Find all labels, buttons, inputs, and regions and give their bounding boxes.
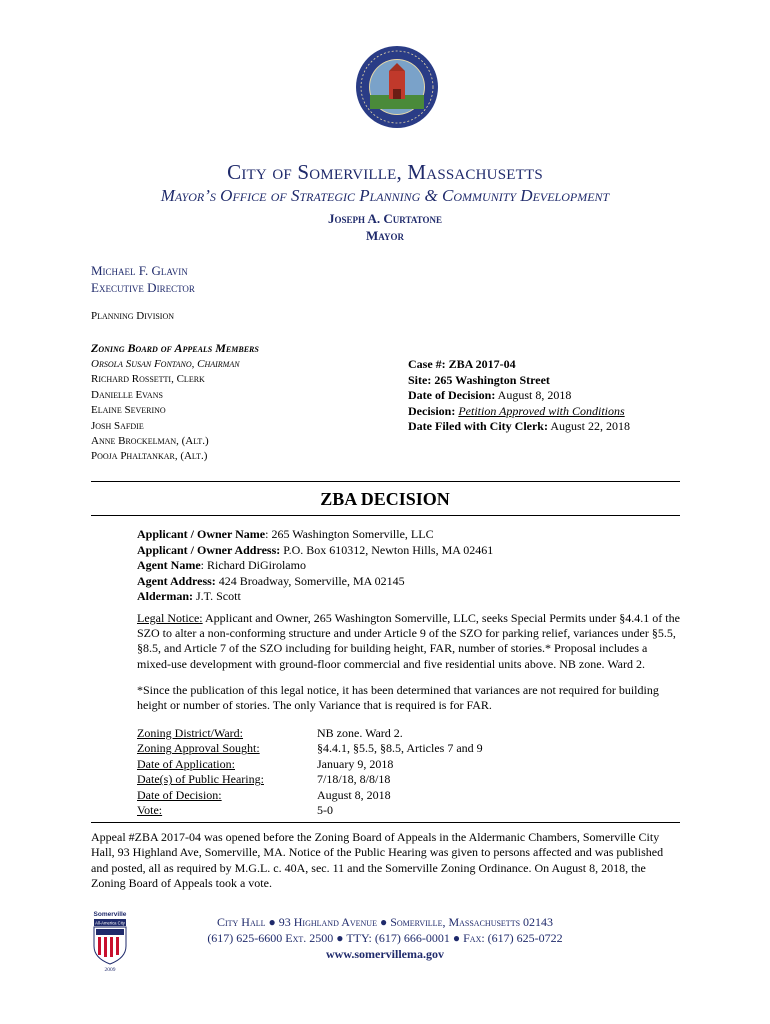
info-value: 7/18/18, 8/8/18 [317,772,391,787]
alderman-value: J.T. Scott [193,589,241,604]
case-filed-value: August 22, 2018 [550,419,630,433]
board-member: Danielle Evans [91,388,163,401]
legal-notice-label: Legal Notice: [137,611,203,625]
board-member: Orsola Susan Fontano, Chairman [91,358,240,370]
planning-division: Planning Division [91,310,175,322]
case-date-label: Date of Decision: [408,388,496,402]
board-members-list [91,357,240,465]
badge-year: 2009 [104,967,116,972]
case-decision-value: Petition Approved with Conditions [458,403,625,418]
case-filed-label: Date Filed with City Clerk: [408,419,548,433]
footer-phones: (617) 625-6600 Ext. 2500 ● TTY: (617) 666-0001 ● Fax: (617) 625-0722 [207,931,563,945]
owner-name-value: : 265 Washington Somerville, LLC [265,527,434,541]
case-date-value: August 8, 2018 [497,388,572,402]
case-number: Case #: ZBA 2017-04 [408,357,516,371]
divider [91,481,680,482]
board-member: Elaine Severino [91,404,166,417]
mayor-title: Mayor [366,228,404,243]
footnote: *Since the publication of this legal notice, it has been determined that variances are not required for building height or number of stories. The only Variance that is required is for FAR. [137,683,659,713]
legal-notice [137,611,680,672]
director-title: Executive Director [91,280,195,295]
info-label: Date(s) of Public Hearing: [137,772,264,787]
legal-notice-text: Applicant and Owner, 265 Washington Somerville, LLC, seeks Special Permits under §4.4.1 of the SZO to alter a non-conforming structure and under Article 9 of the SZO for parking relief, variances under §5.5, §8.5, and Article 7 of the SZO including for building height, FAR, number of stories.* Proposal includes a mixed-use development with ground-floor commercial and five residential units above. NB zone. Ward 2. [137,611,680,671]
owner-address-value: P.O. Box 610312, Newton Hills, MA 02461 [280,542,494,557]
footer-website-link[interactable]: www.somervillema.gov [326,947,444,961]
footer-contact [0,914,770,962]
info-labels [137,726,264,818]
divider [91,822,680,823]
board-member: Josh Safdie [91,419,144,432]
board-heading: Zoning Board of Appeals Members [91,341,259,355]
case-site: Site: 265 Washington Street [408,372,550,387]
footer-address: City Hall ● 93 Highland Avenue ● Somerville, Massachusetts 02143 [216,915,554,929]
info-value: August 8, 2018 [317,787,391,802]
board-member: Anne Brockelman, (Alt.) [91,435,209,448]
agent-name-label: Agent Name [137,558,201,573]
executive-director-block [91,262,195,296]
info-label: Vote: [137,803,163,818]
decision-title: ZBA DECISION [320,489,450,509]
info-value: §4.4.1, §5.5, §8.5, Articles 7 and 9 [317,741,483,756]
alderman-label: Alderman: [137,589,193,604]
board-member: Pooja Phaltankar, (Alt.) [91,450,208,463]
office-name: Mayor’s Office of Strategic Planning & Community Development [160,186,610,205]
info-label: Zoning District/Ward: [137,726,244,740]
appeal-paragraph: Appeal #ZBA 2017-04 was opened before the Zoning Board of Appeals in the Aldermanic Chambers, Somerville City Hall, 93 Highland Ave, Somerville, MA. Notice of the Public Hearing was given to persons affected and was published and posted, all as required by M.G.L. c. 40A, sec. 11 and the Somerville Zoning Ordinance. On August 8, 2018, the Zoning Board of Appeals took a vote. [91,830,664,891]
info-label: Date of Application: [137,756,235,771]
city-title: City of Somerville, Massachusetts [227,160,543,184]
info-value: NB zone. Ward 2. [317,726,403,740]
case-summary [408,357,630,435]
agent-address-label: Agent Address: [137,573,216,588]
mayor-name: Joseph A. Curtatone [327,211,442,226]
owner-address-label: Applicant / Owner Address: [137,542,281,557]
agent-address-value: 424 Broadway, Somerville, MA 02145 [215,573,405,588]
city-seal [355,45,439,129]
info-value: 5-0 [317,803,333,818]
case-decision-label: Decision: [408,403,456,418]
director-name: Michael F. Glavin [91,263,188,278]
info-label: Date of Decision: [137,787,222,802]
owner-name-label: Applicant / Owner Name [137,527,266,541]
badge-mid-text: All-America City [95,920,125,926]
badge-top-text: Somerville [93,911,127,918]
divider [91,515,680,516]
info-value: January 9, 2018 [317,756,394,771]
info-values [317,726,483,818]
board-member: Richard Rossetti, Clerk [91,373,205,386]
agent-name-value: : Richard DiGirolamo [200,558,306,573]
applicant-block [137,527,493,605]
info-label: Zoning Approval Sought: [137,741,260,756]
